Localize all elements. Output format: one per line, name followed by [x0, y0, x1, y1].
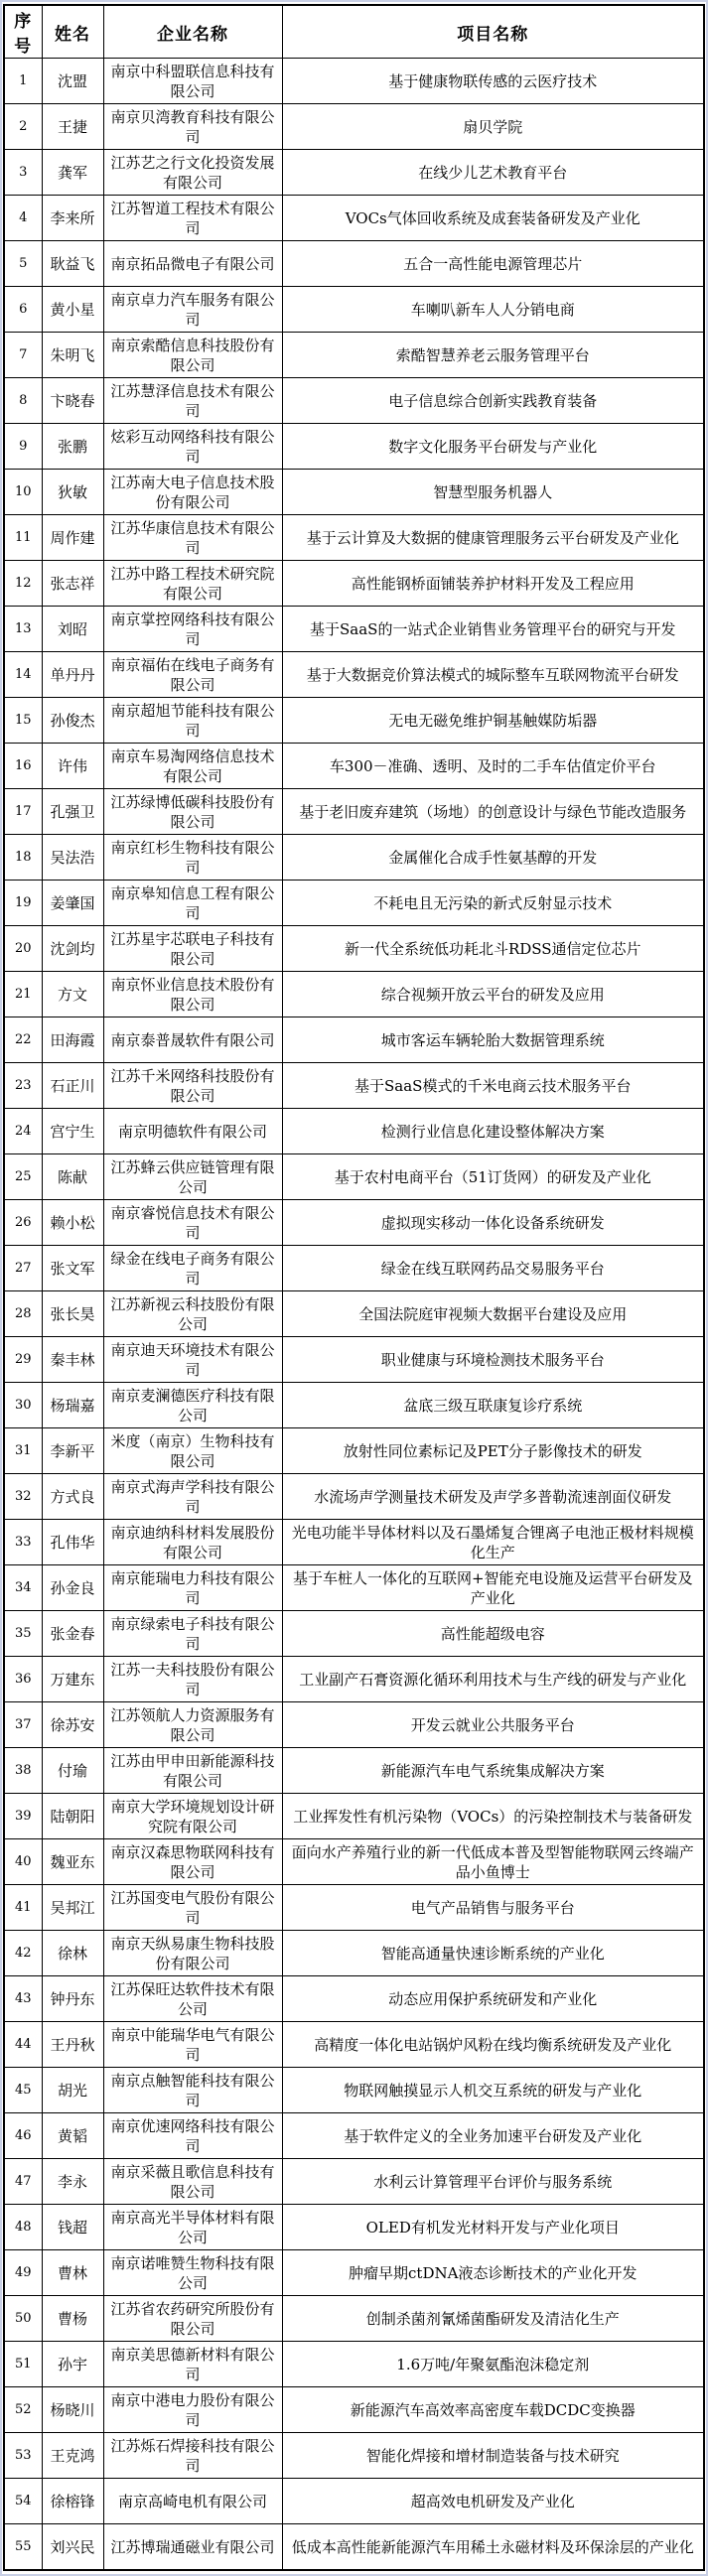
cell-project: 基于SaaS的一站式企业销售业务管理平台的研究与开发: [282, 607, 704, 652]
table-row: [4, 2342, 704, 2387]
table-row: [4, 1246, 704, 1291]
table-row: [4, 1063, 704, 1109]
column-header-company: 企业名称: [103, 5, 282, 59]
cell-name: 杨晓川: [42, 2387, 103, 2433]
cell-no: 14: [4, 652, 42, 698]
cell-project: 肿瘤早期ctDNA液态诊断技术的产业化开发: [282, 2250, 704, 2296]
cell-no: 6: [4, 287, 42, 333]
table-row: [4, 1565, 704, 1611]
cell-project: 面向水产养殖行业的新一代低成本普及型智能物联网云终端产品小鱼博士: [282, 1839, 704, 1885]
cell-company: 南京采薇且歌信息科技有限公司: [103, 2159, 282, 2205]
cell-no: 30: [4, 1383, 42, 1428]
cell-company: 南京超旭节能科技有限公司: [103, 698, 282, 744]
table-row: [4, 104, 704, 150]
cell-project: 五合一高性能电源管理芯片: [282, 241, 704, 287]
cell-project: VOCs气体回收系统及成套装备研发及产业化: [282, 196, 704, 241]
cell-project: 电气产品销售与服务平台: [282, 1885, 704, 1931]
cell-company: 江苏绿博低碳科技股份有限公司: [103, 789, 282, 835]
cell-no: 35: [4, 1611, 42, 1657]
cell-company: 江苏智道工程技术有限公司: [103, 196, 282, 241]
cell-no: 46: [4, 2113, 42, 2159]
cell-company: 江苏领航人力资源服务有限公司: [103, 1702, 282, 1748]
table-row: [4, 378, 704, 424]
cell-project: 盆底三级互联康复诊疗系统: [282, 1383, 704, 1428]
cell-name: 吴法浩: [42, 835, 103, 881]
cell-name: 龚军: [42, 150, 103, 196]
cell-company: 南京汉森思物联网科技有限公司: [103, 1839, 282, 1885]
cell-name: 徐榕锋: [42, 2479, 103, 2524]
table-body: [4, 59, 704, 2571]
cell-company: 南京车易淘网络信息技术有限公司: [103, 744, 282, 789]
column-header-project: 项目名称: [282, 5, 704, 59]
table-row: [4, 1428, 704, 1474]
cell-company: 江苏星宇芯联电子科技有限公司: [103, 926, 282, 972]
table-row: [4, 2387, 704, 2433]
cell-no: 45: [4, 2068, 42, 2113]
table-row: [4, 2296, 704, 2342]
cell-name: 钟丹东: [42, 1976, 103, 2022]
cell-company: 江苏新视云科技股份有限公司: [103, 1291, 282, 1337]
cell-no: 55: [4, 2524, 42, 2571]
cell-name: 吴邦江: [42, 1885, 103, 1931]
cell-no: 43: [4, 1976, 42, 2022]
table-row: [4, 1337, 704, 1383]
cell-no: 51: [4, 2342, 42, 2387]
cell-project: 在线少儿艺术教育平台: [282, 150, 704, 196]
cell-name: 付瑜: [42, 1748, 103, 1794]
cell-project: 基于车桩人一体化的互联网+智能充电设施及运营平台研发及产业化: [282, 1565, 704, 1611]
cell-company: 江苏博瑞通磁业有限公司: [103, 2524, 282, 2571]
cell-project: 检测行业信息化建设整体解决方案: [282, 1109, 704, 1154]
cell-no: 47: [4, 2159, 42, 2205]
cell-name: 曹林: [42, 2250, 103, 2296]
table-row: [4, 515, 704, 561]
cell-no: 20: [4, 926, 42, 972]
cell-no: 25: [4, 1154, 42, 1200]
table-row: [4, 1794, 704, 1839]
cell-project: OLED有机发光材料开发与产业化项目: [282, 2205, 704, 2250]
cell-name: 孙俊杰: [42, 698, 103, 744]
cell-name: 姜肇国: [42, 881, 103, 926]
cell-project: 综合视频开放云平台的研发及应用: [282, 972, 704, 1017]
cell-name: 李来所: [42, 196, 103, 241]
cell-no: 2: [4, 104, 42, 150]
cell-name: 王捷: [42, 104, 103, 150]
table-row: [4, 1931, 704, 1976]
cell-name: 徐林: [42, 1931, 103, 1976]
cell-no: 5: [4, 241, 42, 287]
cell-no: 17: [4, 789, 42, 835]
table-row: [4, 926, 704, 972]
table-row: [4, 196, 704, 241]
table-row: [4, 2205, 704, 2250]
cell-project: 金属催化合成手性氨基醇的开发: [282, 835, 704, 881]
table-row: [4, 607, 704, 652]
cell-name: 黄韬: [42, 2113, 103, 2159]
cell-project: 开发云就业公共服务平台: [282, 1702, 704, 1748]
cell-name: 田海霞: [42, 1017, 103, 1063]
cell-name: 朱明飞: [42, 333, 103, 378]
cell-project: 基于云计算及大数据的健康管理服务云平台研发及产业化: [282, 515, 704, 561]
cell-company: 南京卓力汽车服务有限公司: [103, 287, 282, 333]
table-row: [4, 1474, 704, 1520]
cell-name: 许伟: [42, 744, 103, 789]
cell-no: 13: [4, 607, 42, 652]
cell-project: 职业健康与环境检测技术服务平台: [282, 1337, 704, 1383]
cell-company: 南京高崎电机有限公司: [103, 2479, 282, 2524]
cell-project: 基于软件定义的全业务加速平台研发及产业化: [282, 2113, 704, 2159]
cell-no: 8: [4, 378, 42, 424]
cell-no: 11: [4, 515, 42, 561]
cell-name: 耿益飞: [42, 241, 103, 287]
cell-name: 孙宇: [42, 2342, 103, 2387]
cell-no: 52: [4, 2387, 42, 2433]
cell-no: 28: [4, 1291, 42, 1337]
cell-no: 39: [4, 1794, 42, 1839]
cell-company: 米度（南京）生物科技有限公司: [103, 1428, 282, 1474]
cell-name: 钱超: [42, 2205, 103, 2250]
cell-name: 沈盟: [42, 59, 103, 104]
cell-name: 杨瑞嘉: [42, 1383, 103, 1428]
cell-name: 刘兴民: [42, 2524, 103, 2571]
cell-project: 工业挥发性有机污染物（VOCs）的污染控制技术与装备研发: [282, 1794, 704, 1839]
cell-name: 曹杨: [42, 2296, 103, 2342]
cell-no: 44: [4, 2022, 42, 2068]
cell-no: 41: [4, 1885, 42, 1931]
cell-project: 电子信息综合创新实践教育装备: [282, 378, 704, 424]
cell-no: 3: [4, 150, 42, 196]
cell-no: 7: [4, 333, 42, 378]
cell-no: 38: [4, 1748, 42, 1794]
cell-no: 31: [4, 1428, 42, 1474]
cell-company: 南京中能瑞华电气有限公司: [103, 2022, 282, 2068]
cell-project: 数字文化服务平台研发与产业化: [282, 424, 704, 470]
cell-project: 车喇叭新车人人分销电商: [282, 287, 704, 333]
table-row: [4, 2113, 704, 2159]
cell-no: 23: [4, 1063, 42, 1109]
cell-no: 16: [4, 744, 42, 789]
cell-no: 15: [4, 698, 42, 744]
table-row: [4, 1383, 704, 1428]
cell-company: 南京大学环境规划设计研究院有限公司: [103, 1794, 282, 1839]
cell-company: 江苏南大电子信息技术股份有限公司: [103, 470, 282, 515]
cell-company: 南京绿索电子科技有限公司: [103, 1611, 282, 1657]
cell-name: 胡光: [42, 2068, 103, 2113]
table-row: [4, 1839, 704, 1885]
table-row: [4, 1109, 704, 1154]
table-row: [4, 1748, 704, 1794]
cell-name: 沈剑均: [42, 926, 103, 972]
cell-no: 53: [4, 2433, 42, 2479]
cell-project: 全国法院庭审视频大数据平台建设及应用: [282, 1291, 704, 1337]
cell-company: 江苏艺之行文化投资发展有限公司: [103, 150, 282, 196]
table-row: [4, 698, 704, 744]
cell-company: 南京美思德新材料有限公司: [103, 2342, 282, 2387]
cell-project: 智能化焊接和增材制造装备与技术研究: [282, 2433, 704, 2479]
column-header-no: 序号: [4, 5, 42, 59]
cell-company: 南京福佑在线电子商务有限公司: [103, 652, 282, 698]
column-header-name: 姓名: [42, 5, 103, 59]
cell-name: 魏亚东: [42, 1839, 103, 1885]
cell-name: 周作建: [42, 515, 103, 561]
cell-company: 南京优速网络科技有限公司: [103, 2113, 282, 2159]
table-row: [4, 1702, 704, 1748]
cell-project: 工业副产石膏资源化循环利用技术与生产线的研发与产业化: [282, 1657, 704, 1702]
cell-no: 18: [4, 835, 42, 881]
cell-project: 基于大数据竞价算法模式的城际整车互联网物流平台研发: [282, 652, 704, 698]
table-row: [4, 470, 704, 515]
table-row: [4, 1611, 704, 1657]
cell-name: 黄小星: [42, 287, 103, 333]
cell-company: 南京高光半导体材料有限公司: [103, 2205, 282, 2250]
cell-no: 1: [4, 59, 42, 104]
table-row: [4, 2479, 704, 2524]
cell-company: 南京诺唯赞生物科技有限公司: [103, 2250, 282, 2296]
cell-no: 34: [4, 1565, 42, 1611]
cell-project: 无电无磁免维护铜基触媒防垢器: [282, 698, 704, 744]
cell-no: 24: [4, 1109, 42, 1154]
cell-no: 9: [4, 424, 42, 470]
table-row: [4, 789, 704, 835]
table-row: [4, 1291, 704, 1337]
table-row: [4, 2433, 704, 2479]
cell-no: 42: [4, 1931, 42, 1976]
table-row: [4, 1976, 704, 2022]
table-row: [4, 2524, 704, 2571]
cell-name: 李新平: [42, 1428, 103, 1474]
cell-company: 南京式海声学科技有限公司: [103, 1474, 282, 1520]
cell-company: 江苏由甲申田新能源科技有限公司: [103, 1748, 282, 1794]
cell-name: 陈献: [42, 1154, 103, 1200]
cell-company: 绿金在线电子商务有限公司: [103, 1246, 282, 1291]
cell-name: 孔强卫: [42, 789, 103, 835]
cell-company: 南京中港电力股份有限公司: [103, 2387, 282, 2433]
cell-project: 基于老旧废弃建筑（场地）的创意设计与绿色节能改造服务: [282, 789, 704, 835]
table-row: [4, 2159, 704, 2205]
cell-no: 54: [4, 2479, 42, 2524]
cell-name: 宫宁生: [42, 1109, 103, 1154]
cell-company: 南京能瑞电力科技有限公司: [103, 1565, 282, 1611]
cell-name: 刘昭: [42, 607, 103, 652]
cell-no: 10: [4, 470, 42, 515]
cell-name: 卞晓春: [42, 378, 103, 424]
cell-company: 南京泰普晟软件有限公司: [103, 1017, 282, 1063]
cell-company: 南京迪纳科材料发展股份有限公司: [103, 1520, 282, 1565]
cell-project: 新能源汽车高效率高密度车载DCDC变换器: [282, 2387, 704, 2433]
cell-project: 绿金在线互联网药品交易服务平台: [282, 1246, 704, 1291]
cell-company: 江苏蜂云供应链管理有限公司: [103, 1154, 282, 1200]
cell-no: 27: [4, 1246, 42, 1291]
cell-project: 水流场声学测量技术研发及声学多普勒流速剖面仪研发: [282, 1474, 704, 1520]
cell-project: 物联网触摸显示人机交互系统的研发与产业化: [282, 2068, 704, 2113]
cell-company: 江苏省农药研究所股份有限公司: [103, 2296, 282, 2342]
cell-name: 张志祥: [42, 561, 103, 607]
cell-no: 4: [4, 196, 42, 241]
cell-project: 创制杀菌剂氰烯菌酯研发及清洁化生产: [282, 2296, 704, 2342]
cell-name: 张金春: [42, 1611, 103, 1657]
table-row: [4, 744, 704, 789]
cell-project: 城市客运车辆轮胎大数据管理系统: [282, 1017, 704, 1063]
cell-company: 南京迪天环境技术有限公司: [103, 1337, 282, 1383]
cell-company: 南京麦澜德医疗科技有限公司: [103, 1383, 282, 1428]
cell-company: 南京怀业信息技术股份有限公司: [103, 972, 282, 1017]
cell-company: 江苏中路工程技术研究院有限公司: [103, 561, 282, 607]
cell-name: 单丹丹: [42, 652, 103, 698]
cell-project: 不耗电且无污染的新式反射显示技术: [282, 881, 704, 926]
cell-company: 南京天纵易康生物科技股份有限公司: [103, 1931, 282, 1976]
cell-project: 车300－准确、透明、及时的二手车估值定价平台: [282, 744, 704, 789]
table-row: [4, 561, 704, 607]
table-row: [4, 1017, 704, 1063]
cell-name: 方文: [42, 972, 103, 1017]
cell-company: 南京中科盟联信息科技有限公司: [103, 59, 282, 104]
cell-project: 索酷智慧养老云服务管理平台: [282, 333, 704, 378]
cell-project: 高性能超级电容: [282, 1611, 704, 1657]
table-row: [4, 424, 704, 470]
table-row: [4, 881, 704, 926]
cell-name: 孙金良: [42, 1565, 103, 1611]
cell-project: 高性能钢桥面铺装养护材料开发及工程应用: [282, 561, 704, 607]
table-row: [4, 972, 704, 1017]
table-row: [4, 1200, 704, 1246]
cell-company: 江苏一夫科技股份有限公司: [103, 1657, 282, 1702]
cell-project: 超高效电机研发及产业化: [282, 2479, 704, 2524]
cell-project: 水利云计算管理平台评价与服务系统: [282, 2159, 704, 2205]
table-row: [4, 241, 704, 287]
table-row: [4, 150, 704, 196]
cell-project: 放射性同位素标记及PET分子影像技术的研发: [282, 1428, 704, 1474]
cell-project: 扇贝学院: [282, 104, 704, 150]
table-row: [4, 1520, 704, 1565]
cell-name: 王克鸿: [42, 2433, 103, 2479]
cell-name: 张文军: [42, 1246, 103, 1291]
cell-no: 48: [4, 2205, 42, 2250]
cell-name: 万建东: [42, 1657, 103, 1702]
cell-name: 石正川: [42, 1063, 103, 1109]
cell-no: 22: [4, 1017, 42, 1063]
table-row: [4, 1657, 704, 1702]
cell-name: 陆朝阳: [42, 1794, 103, 1839]
cell-project: 虚拟现实移动一体化设备系统研发: [282, 1200, 704, 1246]
cell-project: 新一代全系统低功耗北斗RDSS通信定位芯片: [282, 926, 704, 972]
cell-project: 光电功能半导体材料以及石墨烯复合锂离子电池正极材料规模化生产: [282, 1520, 704, 1565]
cell-no: 33: [4, 1520, 42, 1565]
cell-company: 江苏华康信息技术有限公司: [103, 515, 282, 561]
cell-company: 南京贝湾教育科技有限公司: [103, 104, 282, 150]
cell-name: 秦丰林: [42, 1337, 103, 1383]
cell-name: 赖小松: [42, 1200, 103, 1246]
cell-name: 徐苏安: [42, 1702, 103, 1748]
cell-no: 12: [4, 561, 42, 607]
cell-project: 1.6万吨/年聚氨酯泡沫稳定剂: [282, 2342, 704, 2387]
cell-no: 49: [4, 2250, 42, 2296]
cell-project: 新能源汽车电气系统集成解决方案: [282, 1748, 704, 1794]
table-row: [4, 652, 704, 698]
cell-no: 36: [4, 1657, 42, 1702]
cell-company: 江苏千米网络科技股份有限公司: [103, 1063, 282, 1109]
cell-name: 狄敏: [42, 470, 103, 515]
cell-company: 江苏慧泽信息技术有限公司: [103, 378, 282, 424]
table-header-row: [4, 5, 704, 59]
cell-project: 动态应用保护系统研发和产业化: [282, 1976, 704, 2022]
cell-project: 基于农村电商平台（51订货网）的研发及产业化: [282, 1154, 704, 1200]
table-row: [4, 59, 704, 104]
table-row: [4, 2068, 704, 2113]
cell-company: 南京掌控网络科技有限公司: [103, 607, 282, 652]
cell-company: 南京睿悦信息技术有限公司: [103, 1200, 282, 1246]
cell-project: 基于SaaS模式的千米电商云技术服务平台: [282, 1063, 704, 1109]
cell-company: 南京皋知信息工程有限公司: [103, 881, 282, 926]
cell-no: 40: [4, 1839, 42, 1885]
cell-company: 江苏保旺达软件技术有限公司: [103, 1976, 282, 2022]
cell-company: 江苏烁石焊接科技有限公司: [103, 2433, 282, 2479]
cell-name: 李永: [42, 2159, 103, 2205]
cell-project: 高精度一体化电站锅炉风粉在线均衡系统研发及产业化: [282, 2022, 704, 2068]
cell-no: 50: [4, 2296, 42, 2342]
cell-name: 孔伟华: [42, 1520, 103, 1565]
cell-no: 26: [4, 1200, 42, 1246]
cell-project: 智慧型服务机器人: [282, 470, 704, 515]
cell-no: 37: [4, 1702, 42, 1748]
cell-company: 南京拓品微电子有限公司: [103, 241, 282, 287]
cell-project: 基于健康物联传感的云医疗技术: [282, 59, 704, 104]
table-row: [4, 287, 704, 333]
cell-company: 南京索酷信息科技股份有限公司: [103, 333, 282, 378]
table-row: [4, 333, 704, 378]
cell-name: 方式良: [42, 1474, 103, 1520]
cell-project: 智能高通量快速诊断系统的产业化: [282, 1931, 704, 1976]
table-row: [4, 1885, 704, 1931]
cell-company: 南京红杉生物科技有限公司: [103, 835, 282, 881]
cell-company: 江苏国变电气股份有限公司: [103, 1885, 282, 1931]
table-row: [4, 2022, 704, 2068]
table-row: [4, 2250, 704, 2296]
cell-company: 南京明德软件有限公司: [103, 1109, 282, 1154]
cell-project: 低成本高性能新能源汽车用稀土永磁材料及环保涂层的产业化: [282, 2524, 704, 2571]
table-row: [4, 835, 704, 881]
cell-name: 张鹏: [42, 424, 103, 470]
cell-company: 炫彩互动网络科技有限公司: [103, 424, 282, 470]
cell-no: 19: [4, 881, 42, 926]
roster-table: [3, 4, 705, 2571]
cell-no: 29: [4, 1337, 42, 1383]
cell-company: 南京点触智能科技有限公司: [103, 2068, 282, 2113]
cell-name: 王丹秋: [42, 2022, 103, 2068]
table-row: [4, 1154, 704, 1200]
cell-no: 21: [4, 972, 42, 1017]
cell-name: 张长昊: [42, 1291, 103, 1337]
cell-no: 32: [4, 1474, 42, 1520]
